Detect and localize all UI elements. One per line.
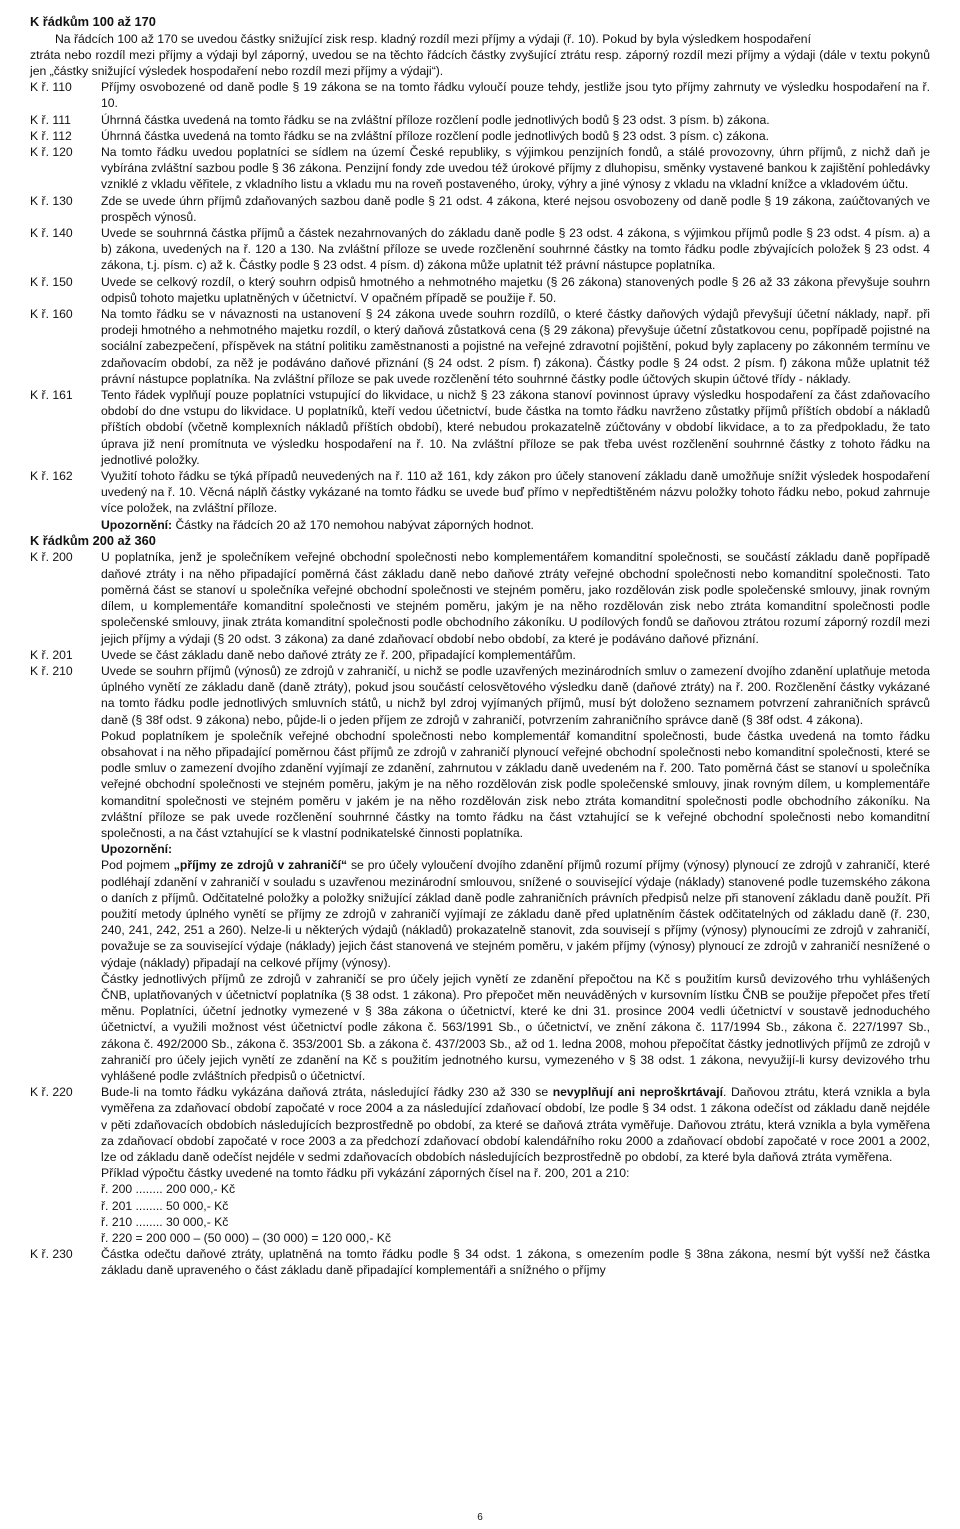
row-instruction: [30, 647, 930, 663]
row-instructions-200-360: [30, 549, 930, 841]
row-label: K ř. 110: [30, 80, 72, 95]
calc-line: ř. 201 ........ 50 000,- Kč: [101, 1198, 229, 1213]
row-text: [101, 663, 930, 841]
row-label: K ř. 111: [30, 112, 71, 127]
row-paragraph: Úhrnná částka uvedená na tomto řádku se na zvláštní příloze rozčlení podle jednotlivých bodů § 23 odst. 3 písm. b) zákona.: [101, 112, 770, 127]
row-text: [101, 1084, 930, 1246]
row-label: K ř. 201: [30, 647, 73, 662]
warning-label: Upozornění:: [101, 842, 173, 857]
document-content: [30, 14, 930, 1279]
r220-emphasis: nevyplňují ani neproškrtávají: [552, 1085, 724, 1100]
section1-note: [30, 517, 930, 533]
row-paragraph: Uvede se část základu daně nebo daňové ztráty ze ř. 200, připadající komplementářům.: [101, 647, 576, 662]
section-heading-100-170: K řádkům 100 až 170: [30, 14, 156, 29]
row-text: [101, 144, 930, 193]
row-text: [101, 225, 930, 274]
row-text: [101, 128, 930, 144]
intro-paragraph-2: ztráta nebo rozdíl mezi příjmy a výdaji byl záporný, uvedou se na těchto řádcích částky zvyšující ztrátu resp. záporný rozdíl mezi příjmy a výdaji (dále v textu pokynů jen „částky snižující výsledek hospodaření nebo rozdíl mezi příjmy a výdaji“).: [30, 47, 930, 78]
section-heading-200-360: K řádkům 200 až 360: [30, 532, 156, 548]
page-number: 6: [477, 1512, 483, 1523]
row-instruction: [30, 79, 930, 111]
row-paragraph: Zde se uvede úhrn příjmů zdaňovaných sazbou daně podle § 21 odst. 4 zákona, které nejsou osvobozeny od daně podle § 19 zákona, zaúčtovaných ve prospěch výnosů.: [101, 193, 930, 224]
row-paragraph: Částka odečtu daňové ztráty, uplatněná na tomto řádku podle § 34 odst. 1 zákona, s omezením podle § 38na zákona, nesmí být vyšší než částka základu daně upraveného o část základu daně připadající komplementáři a snížného o příjmy: [101, 1247, 930, 1278]
row-instruction: [30, 112, 930, 128]
row-instruction: [30, 144, 930, 193]
warning-text: [101, 841, 930, 1084]
currency-paragraph: Částky jednotlivých příjmů ze zdrojů v zahraničí se pro účely jejich vynětí ze zdanění přepočtou na Kč s použitím kursů devizového trhu vyhlášených ČNB, uplatňovaných v účetnictví poplatníka (§ 38 odst. 1 zákona). Pro přepočet měn neuváděných v kursovním lístku ČNB se použije přepočet přes třetí měnu. Poplatníci, účetní jednotky vymezené v § 38a zákona o účetnictví, které ke dni 31. prosince 2004 vedli účetnictví v soustavě jednoduchého účetnictví, a využili možnost vést účetnictví podle zákona č. 563/1991 Sb., o účetnictví, ve znění zákona č. 117/1994 Sb., zákona č. 227/1997 Sb., zákona č. 492/2000 Sb., zákona č. 353/2001 Sb. a zákona č. 437/2003 Sb., až od 1. ledna 2008, mohou přepočítat částky jednotlivých příjmů ze zdrojů v zahraničí pro účely jejich vynětí ze zdanění na Kč s použitím jednotného kursu, vymezeného v § 38 odst. 1 zákona, nevyužijí-li kursy devizového trhu vyhlášené podle zvláštních předpisů o účetnictví.: [101, 971, 930, 1083]
row-label: K ř. 220: [30, 1085, 73, 1100]
row-instruction: [30, 306, 930, 387]
row-paragraph: Využití tohoto řádku se týká případů neuvedených na ř. 110 až 161, kdy zákon pro účely stanovení základu daně umožňuje snížit výsledek hospodaření uvedený na ř. 10. Věcná náplň částky vykázané na tomto řádku se uvede buď přímo v nepředtištěném názvu položky tohoto řádku nebo, pokud zahrnuje více položek, na zvláštní příloze.: [101, 469, 930, 516]
row-text: [101, 112, 930, 128]
row-paragraph: Tento řádek vyplňují pouze poplatníci vstupující do likvidace, u nichž § 23 zákona stanoví povinnost úpravy výsledku hospodaření za část zdaňovacího období do dne vstupu do likvidace. U poplatníků, kteří vedou účetnictví, bude částka na tomto řádku navrženo zůstatky příjmů příštích období a nákladů příštích období (včetně komplexních nákladů příštích období), které nebudou prokazatelně zúčtovány v období likvidace, a to za předpokladu, že tato úprava již není promítnuta ve výsledku hospodaření na ř. 10. Na zvláštní příloze se pak třeba uvést rozčlenění souhrnné částky z tohoto řádku na jednotlivé položky.: [101, 388, 930, 467]
row-label: K ř. 161: [30, 388, 73, 403]
row-text: [101, 306, 930, 387]
row-instruction: [30, 193, 930, 225]
calc-line: ř. 220 = 200 000 – (50 000) – (30 000) = 120 000,- Kč: [101, 1231, 391, 1246]
example-title: Příklad výpočtu částky uvedené na tomto řádku při vykázání záporných čísel na ř. 200, 201 a 210:: [101, 1166, 630, 1181]
row-label: K ř. 130: [30, 193, 73, 208]
row-instruction-220: [30, 1084, 930, 1246]
section-intro: [30, 31, 930, 80]
warning-paragraph: [101, 857, 930, 970]
row-instruction: [30, 549, 930, 646]
row-instruction: [30, 274, 930, 306]
intro-paragraph-1: Na řádcích 100 až 170 se uvedou částky snižující zisk resp. kladný rozdíl mezi příjmy a výdaji (ř. 10). Pokud by byla výsledkem hospodaření: [55, 31, 811, 46]
row-instruction: [30, 468, 930, 517]
row-text: [101, 193, 930, 225]
row-paragraph: Uvede se souhrnná částka příjmů a částek nezahrnovaných do základu daně podle § 23 odst. 4 zákona, s výjimkou příjmů podle § 23 odst. 4 písm. a) a b) zákona, uvedených na ř. 120 a 130. Na zvláštní příloze se uvede rozčlenění souhrnné částky na tomto řádku podle zbývajících položek § 23 odst. 4 zákona, t.j. písm. c) až k. Částky podle § 23 odst. 4 písm. d) zákona může uplatnit též právní nástupce poplatníka.: [101, 226, 930, 273]
example-calculation: [101, 1181, 930, 1246]
warning-body: se pro účely vyloučení dvojího zdanění příjmů rozumí příjmy (výnosy) plynoucí ze zdrojů v zahraničí, které podléhají zdanění v zahraničí v souladu s uzavřenou mezinárodní smlouvou, snížené o související výdaje (náklady) stanovené podle tuzemského zákona o daních z příjmů. Odčitatelné položky a položky snižující základ daně podle zahraničních právních předpisů nelze při stanovení základu daně použít. Při použití metody úplného vynětí se příjmy ze zdrojů v zahraničí vyjímají ze základu daně před uplatněním částek odčitatelných od základu daně (ř. 230, 240, 241, 242, 251 a 260). Nelze-li u některých výdajů (nákladů) prokazatelně stanovit, zda souvisejí s příjmy (výnosy) plynoucími ze zdrojů v zahraničí, považuje se za související výdaje (náklady) jejich část stanovená ve stejném poměru, v jakém příjmy (výnosy) plynoucí ze zdrojů v zahraničí nesnížené o výdaje (náklady) připadají na celkové příjmy (výnosy).: [101, 858, 930, 970]
row-label: K ř. 140: [30, 226, 73, 241]
row-paragraph: Na tomto řádku se v návaznosti na ustanovení § 24 zákona uvede souhrn rozdílů, o které částky daňových výdajů převyšují účetní náklady, např. při prodeji hmotného a nehmotného majetku rozdíl, o který daňová zůstatková cena (§ 29 zákona) převyšuje účetní zůstatkovou cenu, popřípadě pojistné na sociální zabezpečení, příspěvek na státní politiku zaměstnanosti a pojistné na veřejné zdravotní pojištění, pokud byly zaplaceny po zákonném termínu ve zdaňovacím období, za něž je podáváno daňové přiznání (§ 24 odst. 2 písm. f) zákona). Částky podle § 24 odst. 2 písm. f) zákona může uplatnit též právní nástupce poplatníka. Na zvláštní příloze se pak uvede rozčlenění této souhrnné částky podle účtových skupin účtové třídy - náklady.: [101, 307, 930, 386]
calc-line: ř. 210 ........ 30 000,- Kč: [101, 1214, 229, 1229]
note-text: [101, 517, 930, 533]
row-text: [101, 1246, 930, 1278]
r220-body: . Daňovou ztrátu, která vznikla a byla vyměřena za zdaňovací období započaté v roce 2004 a za následující zdaňovací období, lze podle § 34 odst. 1 zákona odečíst od základu daně nejdéle v pěti zdaňovacích obdobích následujících bezprostředně po období, za které se daňová ztráta vyměřuje. Daňovou ztrátu, která vznikla a byla vyměřena za zdaňovací období započaté v roce 2003 a za předchozí zdaňovací období kalendářního roku 2000 a zdaňovací období započaté v roce 2001 a 2002, lze od základu daně odečíst nejdéle v sedmi zdaňovacích obdobích následujících bezprostředně po období, za které byla daňová ztráta vyměřena.: [101, 1085, 930, 1164]
warning-block: [30, 841, 930, 1084]
row-label: K ř. 162: [30, 469, 73, 484]
r220-paragraph: [101, 1084, 930, 1165]
row-label: K ř. 200: [30, 550, 73, 565]
row-label: K ř. 160: [30, 307, 73, 322]
warning-term: „příjmy ze zdrojů v zahraničí“: [173, 858, 348, 873]
row-instruction: [30, 387, 930, 468]
calc-line: ř. 200 ........ 200 000,- Kč: [101, 1182, 236, 1197]
row-text: [101, 549, 930, 646]
row-paragraph: Úhrnná částka uvedená na tomto řádku se na zvláštní příloze rozčlení podle jednotlivých bodů § 23 odst. 3 písm. c) zákona.: [101, 128, 769, 143]
row-paragraph: Uvede se celkový rozdíl, o který souhrn odpisů hmotného a nehmotného majetku (§ 26 zákona) stanovených podle § 26 až 33 zákona převyšuje souhrn odpisů tohoto majetku uplatněných v účetnictví. V opačném případě se použije ř. 50.: [101, 274, 930, 305]
r220-pre: Bude-li na tomto řádku vykázána daňová ztráta, následující řádky 230 až 330 se: [101, 1085, 553, 1100]
row-label: K ř. 120: [30, 145, 73, 160]
row-instructions-100-170: [30, 79, 930, 516]
row-instruction: [30, 663, 930, 841]
row-text: [101, 79, 930, 111]
note-body: Částky na řádcích 20 až 170 nemohou nabývat záporných hodnot.: [172, 517, 534, 532]
row-paragraph: Uvede se souhrn příjmů (výnosů) ze zdrojů v zahraničí, u nichž se podle uzavřených mezinárodních smluv o zamezení dvojího zdanění uplatňuje metoda úplného vynětí ze základu daně (daně ztráty), pokud jsou součástí celosvětového výsledku daně (daňové ztráty) na ř. 200. Rozčlenění částky vykázané na tomto řádku podle jednotlivých smluvních států, u nichž byl zdroj vyjímaných příjmů, musí být doloženo seznamem potvrzení zahraničních správců daně (§ 38f odst. 9 zákona) nebo, půjde-li o jeden příjem ze zdrojů v zahraničí, potvrzením zahraničního správce daně (§ 38f odst. 4 zákona).: [101, 663, 930, 727]
row-paragraph: U poplatníka, jenž je společníkem veřejné obchodní společnosti nebo komplementářem komanditní společnosti, se součástí základu daně popřípadě daňové ztráty i na něho připadající poměrná část základu daně nebo daňové ztráty veřejné obchodní společnosti nebo komanditní společnosti. Tato poměrná část se stanoví u společníka veřejné obchodní společnosti ve stejném poměru, jako rozdělován zisk podle společenské smlouvy, jinak rovným dílem, u komplementáře komanditní společnosti ve stejném poměru, jakým je na něho rozdělován zisk nebo ztráta komanditní společnosti podle společenské smlouvy, jinak ztráta komanditní společnosti podle obchodního zákoníku. U podílových fondů se daňovou ztrátou rozumí záporný rozdíl mezi jejich příjmy a výdaji (§ 20 odst. 3 zákona) za dané zdaňovací období nebo období, za které je podáváno daňové přiznání.: [101, 550, 930, 646]
row-instruction: [30, 225, 930, 274]
row-instruction: [30, 128, 930, 144]
row-paragraph: Příjmy osvobozené od daně podle § 19 zákona se na tomto řádku vyloučí pouze tehdy, jestliže jsou tyto příjmy zahrnuty ve výsledku hospodaření na ř. 10.: [101, 80, 930, 111]
row-label: K ř. 112: [30, 128, 72, 143]
row-instruction-230: [30, 1246, 930, 1278]
row-text: [101, 387, 930, 468]
row-paragraph: Na tomto řádku uvedou poplatníci se sídlem na území České republiky, s výjimkou penzijních fondů, a stálé provozovny, úhrn příjmů, z nichž daň je vybírána zvláštní sazbou podle § 36 zákona. Penzijní fondy zde uvedou též úrokové příjmy z dluhopisu, směnky vystavené bankou k zajištění pohledávky vzniklé z vkladu věřitele, z vkladního listu a vkladu mu na roveň postaveného, úroky, výhry a jiné výnosy z vkladu na vkladní knížce a vkladovém účtu.: [101, 145, 930, 192]
row-paragraph: Pokud poplatníkem je společník veřejné obchodní společnosti nebo komplementář komanditní společnosti, bude částka uvedená na tomto řádku obsahovat i na něho připadající poměrnou část příjmů ze zdrojů v zahraničí plynoucí veřejné obchodní společnosti nebo komanditní společnosti, které se podle smluv o zamezení dvojího zdanění vyjímají ze zdanění, zahrnutou v základu daně uvedeném na ř. 200. Tato poměrná část se stanoví u společníka veřejné obchodní společnosti ve stejném poměru, jakým je na něho rozdělován zisk podle společenské smlouvy, jinak rovným dílem, u komplementáře komanditní společnosti ve stejném poměru v jakém je na něho rozdělován zisk nebo ztráta komanditní společnosti podle obchodního zákoníku. Na zvláštní příloze se pak uvede rozčlenění souhrnné částky na tomto řádku na část vztahující se k veřejné obchodní společnosti nebo komanditní společnosti, a na část vztahující se k vlastní podnikatelské činnosti poplatníka.: [101, 728, 930, 840]
row-text: [101, 274, 930, 306]
note-label: Upozornění:: [101, 517, 173, 532]
row-label: K ř. 230: [30, 1247, 73, 1262]
row-text: [101, 647, 930, 663]
row-text: [101, 468, 930, 517]
warning-pre: Pod pojmem: [101, 858, 174, 873]
row-label: K ř. 210: [30, 663, 73, 678]
row-label: K ř. 150: [30, 274, 73, 289]
